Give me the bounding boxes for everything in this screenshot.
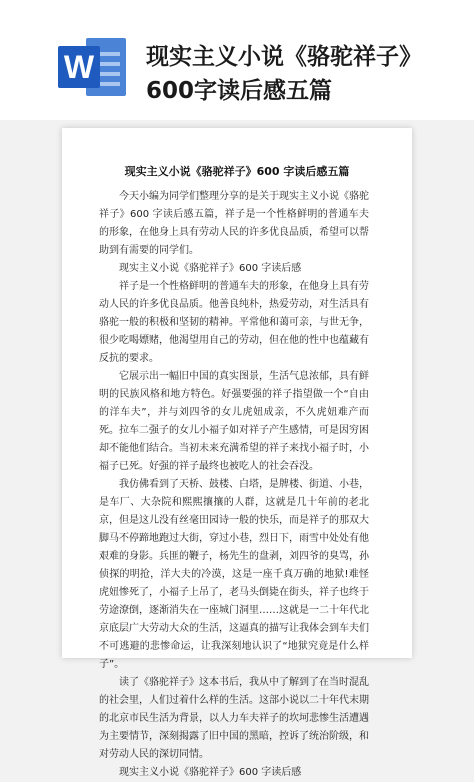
paragraph-scene: 我仿佛看到了天桥、鼓楼、白塔，是牌楼、街道、小巷，是车厂、大杂院和熙熙攘攘的人群，这就是几十年前的老北京，但是这儿没有丝毫田园诗一般的快乐，而是祥子的那双大脚马不停蹄地跑过大街，穿过小巷，烈日下，雨雪中处处有他艰难的身影。兵匪的鞭子，杨先生的盘剥，刘四爷的臭骂，孙侦探的明抢，洋大夫的冷漠，这是一座千真万确的地狱!难怪虎妞惨死了，小福子上吊了，老马头倒毙在街头，祥子也终于劳途潦倒，逐渐消失在一座城门洞里……这就是一二十年代北京底层广大劳动大众的生活，这逼真的描写让我体会到车夫们不可逃避的悲惨命运，让我深刻地认识了“地狱究竟是什么样子”。 [99, 479, 369, 670]
word-icon-letter: W [58, 46, 100, 88]
document-body [99, 188, 369, 782]
paragraph-subtitle-2: 现实主义小说《骆驼祥子》600 字读后感 [119, 767, 302, 778]
document-page [62, 128, 412, 778]
document-title: 现实主义小说《骆驼祥子》600 字读后感五篇 [124, 165, 350, 178]
paragraph-character: 祥子是一个性格鲜明的普通车夫的形象，在他身上具有劳动人民的许多优良品质。他善良纯朴，热爱劳动，对生活具有骆驼一般的积极和坚韧的精神。平常他和蔼可亲，与世无争，很少吃喝嫖赌，他渴望用自己的劳动，但在他的性中也蕴藏有反抗的要求。 [99, 281, 369, 364]
header-band [0, 0, 474, 120]
page-title: 现实主义小说《骆驼祥子》600字读后感五篇 [146, 44, 422, 104]
word-document-icon [58, 38, 128, 96]
paragraph-subtitle: 现实主义小说《骆驼祥子》600 字读后感 [119, 263, 302, 274]
paragraph-plot: 它展示出一幅旧中国的真实图景，生活气息浓郁，具有鲜明的民族风格和地方特色。好强要强的祥子指望做一个“自由的洋车夫”，并与刘四爷的女儿虎妞成亲，不久虎妞难产而死。拉车二强子的女儿小福子如对祥子产生感情，可是因穷困却不能他们结合。当初未来充满希望的祥子来找小福子时，小福子已死。好强的祥子最终也被吃人的社会吞没。 [99, 371, 369, 472]
paragraph-intro: 今天小编为同学们整理分享的是关于现实主义小说《骆驼祥子》600 字读后感五篇，祥子是一个性格鲜明的普通车夫的形象，在他身上具有劳动人民的许多优良品质，希望可以帮助到有需要的同学们。 [99, 191, 369, 256]
paragraph-reflection: 读了《骆驼祥子》这本书后，我从中了解到了在当时混乱的社会里，人们过着什么样的生活。这部小说以二十年代末期的北京市民生活为背景，以人力车夫祥子的坎坷悲惨生活遭遇为主要情节，深刻揭露了旧中国的黑暗，控诉了统治阶级，和对劳动人民的深切同情。 [99, 677, 369, 760]
